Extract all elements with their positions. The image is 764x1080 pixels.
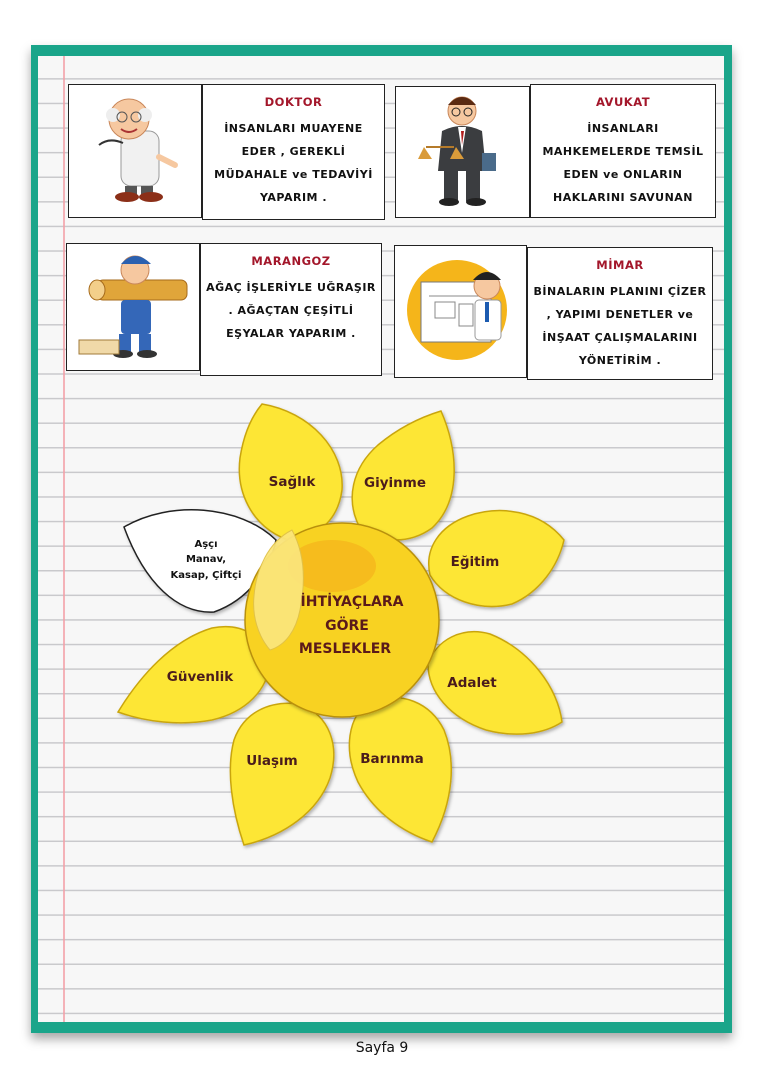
lawyer-title: AVUKAT [595,95,651,109]
white-petal-line-3: Kasap, Çiftçi [170,570,242,581]
petal-saglik [239,404,342,540]
petal-label-guvenlik: Güvenlik [166,669,234,685]
white-petal-line-2: Manav, [185,554,227,565]
carpenter-title: MARANGOZ [251,254,331,268]
doctor-title: DOKTOR [264,95,323,109]
doctor-text: İNSANLARI MUAYENE EDER , GEREKLİ MÜDAHALE ve TEDAVİYİ YAPARIM . [214,122,373,204]
center-line-3: MESLEKLER [298,641,392,657]
petal-label-egitim: Eğitim [450,554,500,570]
lawyer-text: İNSANLARI MAHKEMELERDE TEMSİL EDEN ve ONLARIN HAKLARINI SAVUNAN [542,122,704,204]
white-petal-line-1: Aşçı [194,539,218,550]
page-number: Sayfa 9 [355,1040,409,1056]
petal-barinma [349,697,451,842]
petal-ulasim [230,703,333,845]
petal-label-giyinme: Giyinme [364,475,426,491]
center-line-2: GÖRE [325,618,369,634]
architect-title: MİMAR [596,258,644,272]
carpenter-text: AĞAÇ İŞLERİYLE UĞRAŞIR . AĞAÇTAN ÇEŞİTLİ EŞYALAR YAPARIM . [206,281,376,340]
center-line-1: İHTİYAÇLARA [300,594,404,610]
petal-label-saglik: Sağlık [268,474,316,490]
architect-text: BİNALARIN PLANINI ÇİZER , YAPIMI DENETLER ve İNŞAAT ÇALIŞMALARINI YÖNETİRİM . [533,285,707,367]
petal-label-barinma: Barınma [360,751,424,767]
petal-label-adalet: Adalet [447,675,497,691]
petal-label-ulasim: Ulaşım [246,753,298,769]
